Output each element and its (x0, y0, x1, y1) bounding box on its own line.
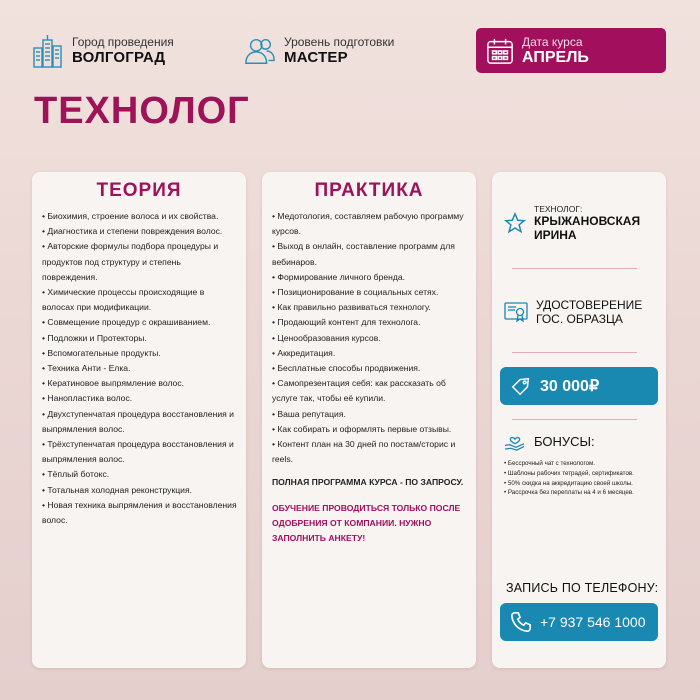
certificate-icon (504, 301, 528, 323)
phone-icon (510, 611, 532, 633)
theory-list-item: • Совмещение процедур с окрашиванием. (42, 315, 238, 330)
theory-list-item: • Подложки и Протекторы. (42, 331, 238, 346)
level-label: Уровень подготовки (284, 35, 395, 49)
city-info (32, 34, 174, 68)
practice-list-item: • Как собирать и оформлять первые отзывы. (272, 422, 468, 437)
theory-card (32, 172, 246, 668)
practice-list-item: • Бесплатные способы продвижения. (272, 361, 468, 376)
practice-list-item: • Ценообразования курсов. (272, 331, 468, 346)
practice-list-item: • Выход в онлайн, составление программ для вебинаров. (272, 239, 468, 269)
practice-list-item: • Формирование личного бренда. (272, 270, 468, 285)
bonus-list-item: • Бессрочный чат с технологом. (504, 459, 634, 469)
page-title: ТЕХНОЛОГ (34, 90, 250, 132)
practice-list-item: • Медотология, составляем рабочую программу курсов. (272, 209, 468, 239)
practice-list-item: • Продающий контент для технолога. (272, 315, 468, 330)
star-icon (504, 212, 526, 234)
date-label: Дата курса (522, 34, 583, 49)
phone-number: +7 937 546 1000 (540, 614, 646, 630)
theory-list-item: • Трёхступенчатая процедура восстановления и выпрямления волос. (42, 437, 238, 467)
approval-warning: ОБУЧЕНИЕ ПРОВОДИТЬСЯ ТОЛЬКО ПОСЛЕ ОДОБРЕНИЯ ОТ КОМПАНИИ. НУЖНО ЗАПОЛНИТЬ АНКЕТУ! (272, 502, 461, 544)
bonus-list-item: • Рассрочка без переплаты на 4 и 6 месяцев. (504, 488, 634, 498)
price-badge (500, 367, 658, 405)
teacher-name: КРЫЖАНОВСКАЯ ИРИНА (534, 214, 641, 242)
theory-list-item: • Тёплый ботокс. (42, 467, 238, 482)
theory-list (32, 202, 246, 528)
theory-list-item: • Кератиновое выпрямление волос. (42, 376, 238, 391)
practice-list-item: • Ваша репутация. (272, 407, 468, 422)
practice-list-item: • Контент план на 30 дней по постам/сторис и reels. (272, 437, 468, 467)
divider (512, 268, 637, 269)
theory-list-item: • Вспомогательные продукты. (42, 346, 238, 361)
practice-list (262, 202, 476, 467)
theory-list-item: • Двухступенчатая процедура восстановления и выпрямления волос. (42, 407, 238, 437)
city-label: Город проведения (72, 35, 174, 49)
theory-list-item: • Нанопластика волос. (42, 391, 238, 406)
practice-card (262, 172, 476, 668)
practice-list-item: • Как правильно развиваться технологу. (272, 300, 468, 315)
practice-list-item: • Самопрезентация себя: как рассказать об услуге так, чтобы её купили. (272, 376, 468, 406)
bonus-list (504, 459, 634, 498)
certificate-text: УДОСТОВЕРЕНИЕ ГОС. ОБРАЗЦА (536, 298, 643, 326)
program-request-note: ПОЛНАЯ ПРОГРАММА КУРСА - ПО ЗАПРОСУ. (272, 477, 464, 488)
level-info (244, 34, 394, 68)
price-value: 30 000₽ (540, 378, 600, 395)
theory-list-item: • Биохимия, строение волоса и их свойства. (42, 209, 238, 224)
divider (512, 352, 637, 353)
price-tag-icon (510, 375, 532, 397)
theory-list-item: • Химические процессы происходящие в волосах при модификации. (42, 285, 238, 315)
certificate-block (504, 298, 662, 326)
theory-list-item: • Диагностика и степени повреждения волос. (42, 224, 238, 239)
phone-button[interactable] (500, 603, 658, 641)
course-details-card (492, 172, 666, 668)
teacher-block (504, 204, 652, 242)
practice-heading: ПРАКТИКА (314, 180, 424, 201)
bonus-list-item: • 50% скидка на аккредитацию своей школы. (504, 479, 634, 489)
city-buildings-icon (32, 34, 64, 68)
phone-label: ЗАПИСЬ ПО ТЕЛЕФОНУ: (506, 581, 659, 595)
practice-list-item: • Позиционирование в социальных сетях. (272, 285, 468, 300)
teacher-label: ТЕХНОЛОГ: (534, 204, 583, 214)
bonus-list-item: • Шаблоны рабочих тетрадей, сертификатов. (504, 469, 634, 479)
practice-list-item: • Аккредитация. (272, 346, 468, 361)
theory-list-item: • Техника Анти - Елка. (42, 361, 238, 376)
bonus-title: БОНУСЫ: (534, 433, 595, 449)
theory-list-item: • Авторские формулы подбора процедуры и продуктов под структуру и степень повреждения. (42, 239, 238, 285)
city-value: ВОЛГОГРАД (72, 49, 166, 66)
calendar-icon (486, 37, 514, 65)
hand-heart-icon (504, 431, 526, 451)
divider (512, 419, 637, 420)
level-value: МАСТЕР (284, 49, 348, 66)
date-value: АПРЕЛЬ (522, 48, 589, 66)
theory-list-item: • Тотальная холодная реконструкция. (42, 483, 238, 498)
users-icon (244, 34, 276, 68)
theory-list-item: • Новая техника выпрямления и восстановления волос. (42, 498, 238, 528)
course-info-bar (0, 28, 700, 74)
theory-heading: ТЕОРИЯ (96, 180, 182, 201)
bonus-header (504, 431, 595, 451)
course-date-badge (476, 28, 666, 73)
